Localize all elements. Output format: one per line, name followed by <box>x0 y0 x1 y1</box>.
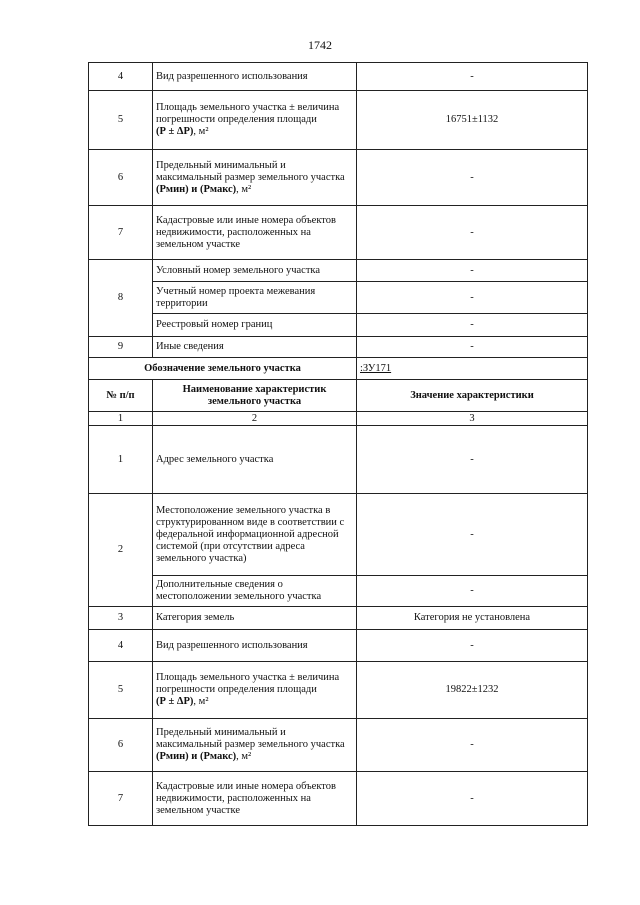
row-label: Кадастровые или иные номера объектов недвижимости, расположенных на земельном участке <box>153 206 357 260</box>
table-row <box>89 607 588 630</box>
row-label: Дополнительные сведения о местоположении земельного участка <box>153 576 357 607</box>
label-unit: , м² <box>193 126 209 137</box>
row-value: 19822±1232 <box>357 662 588 719</box>
row-label: Категория земель <box>153 607 357 630</box>
row-value: - <box>357 426 588 494</box>
label-unit: , м² <box>236 751 252 762</box>
header-number: № п/п <box>89 380 153 412</box>
label-text: Предельный минимальный и максимальный размер земельного участка <box>156 159 345 183</box>
row-value: - <box>357 494 588 576</box>
row-label: Реестровый номер границ <box>153 314 357 337</box>
designation-code <box>357 358 588 380</box>
land-plot-table <box>88 62 588 826</box>
row-value: - <box>357 314 588 337</box>
table-row <box>89 206 588 260</box>
label-text: Предельный минимальный и максимальный размер земельного участка <box>156 727 345 750</box>
row-number: 1 <box>89 426 153 494</box>
label-text: Площадь земельного участка ± величина погрешности определения площади <box>156 102 340 125</box>
header-value: Значение характеристики <box>357 380 588 412</box>
table-row <box>89 337 588 358</box>
table-row <box>89 494 588 576</box>
row-label: Условный номер земельного участка <box>153 260 357 282</box>
row-number: 2 <box>89 494 153 607</box>
table-row <box>89 260 588 282</box>
row-label <box>153 91 357 150</box>
row-value: - <box>357 576 588 607</box>
row-value: - <box>357 772 588 826</box>
row-number: 9 <box>89 337 153 358</box>
row-number: 6 <box>89 150 153 206</box>
row-number: 6 <box>89 719 153 772</box>
row-value: Категория не установлена <box>357 607 588 630</box>
row-label <box>153 150 357 206</box>
designation-row <box>89 358 588 380</box>
table-row <box>89 719 588 772</box>
table-row <box>89 282 588 314</box>
row-label: Местоположение земельного участка в структурированном виде в соответствии с федеральной информационной адресной системой (при отсутствии адреса земельного участка) <box>153 494 357 576</box>
label-unit: , м² <box>236 183 252 195</box>
label-bold: (Рмин) и (Рмакс) <box>156 751 237 762</box>
designation-code-text: :ЗУ171 <box>360 362 392 374</box>
row-number: 5 <box>89 662 153 719</box>
column-number: 1 <box>89 412 153 426</box>
row-number: 7 <box>89 772 153 826</box>
row-label <box>153 719 357 772</box>
row-label: Вид разрешенного использования <box>153 63 357 91</box>
label-text: Площадь земельного участка ± величина погрешности определения площади <box>156 672 340 695</box>
table-row <box>89 314 588 337</box>
row-number: 3 <box>89 607 153 630</box>
row-value: 16751±1132 <box>357 91 588 150</box>
table-row <box>89 772 588 826</box>
label-unit: , м² <box>193 696 209 707</box>
table-row <box>89 150 588 206</box>
designation-label: Обозначение земельного участка <box>89 358 357 380</box>
row-value: - <box>357 282 588 314</box>
column-numbers-row <box>89 412 588 426</box>
row-value: - <box>357 260 588 282</box>
row-value: - <box>357 150 588 206</box>
row-value: - <box>357 206 588 260</box>
label-bold: (Р ± ΔР) <box>156 126 194 137</box>
row-value: - <box>357 719 588 772</box>
table-row <box>89 426 588 494</box>
row-number: 4 <box>89 630 153 662</box>
row-label: Вид разрешенного использования <box>153 630 357 662</box>
row-label: Кадастровые или иные номера объектов недвижимости, расположенных на земельном участке <box>153 772 357 826</box>
table-row <box>89 576 588 607</box>
table-row <box>89 63 588 91</box>
row-label: Адрес земельного участка <box>153 426 357 494</box>
table-row <box>89 91 588 150</box>
row-number: 7 <box>89 206 153 260</box>
table-row <box>89 630 588 662</box>
row-value: - <box>357 630 588 662</box>
row-value: - <box>357 337 588 358</box>
label-bold: (Рмин) и (Рмакс) <box>156 183 237 195</box>
row-value: - <box>357 63 588 91</box>
label-bold: (Р ± ΔР) <box>156 696 194 707</box>
table-header <box>89 380 588 412</box>
row-number: 4 <box>89 63 153 91</box>
column-number: 2 <box>153 412 357 426</box>
row-number: 8 <box>89 260 153 337</box>
row-label: Иные сведения <box>153 337 357 358</box>
header-name: Наименование характеристик земельного участка <box>153 380 357 412</box>
column-number: 3 <box>357 412 588 426</box>
page-number: 1742 <box>308 38 332 52</box>
row-label: Учетный номер проекта межевания территории <box>153 282 357 314</box>
table-row <box>89 662 588 719</box>
row-number: 5 <box>89 91 153 150</box>
row-label <box>153 662 357 719</box>
